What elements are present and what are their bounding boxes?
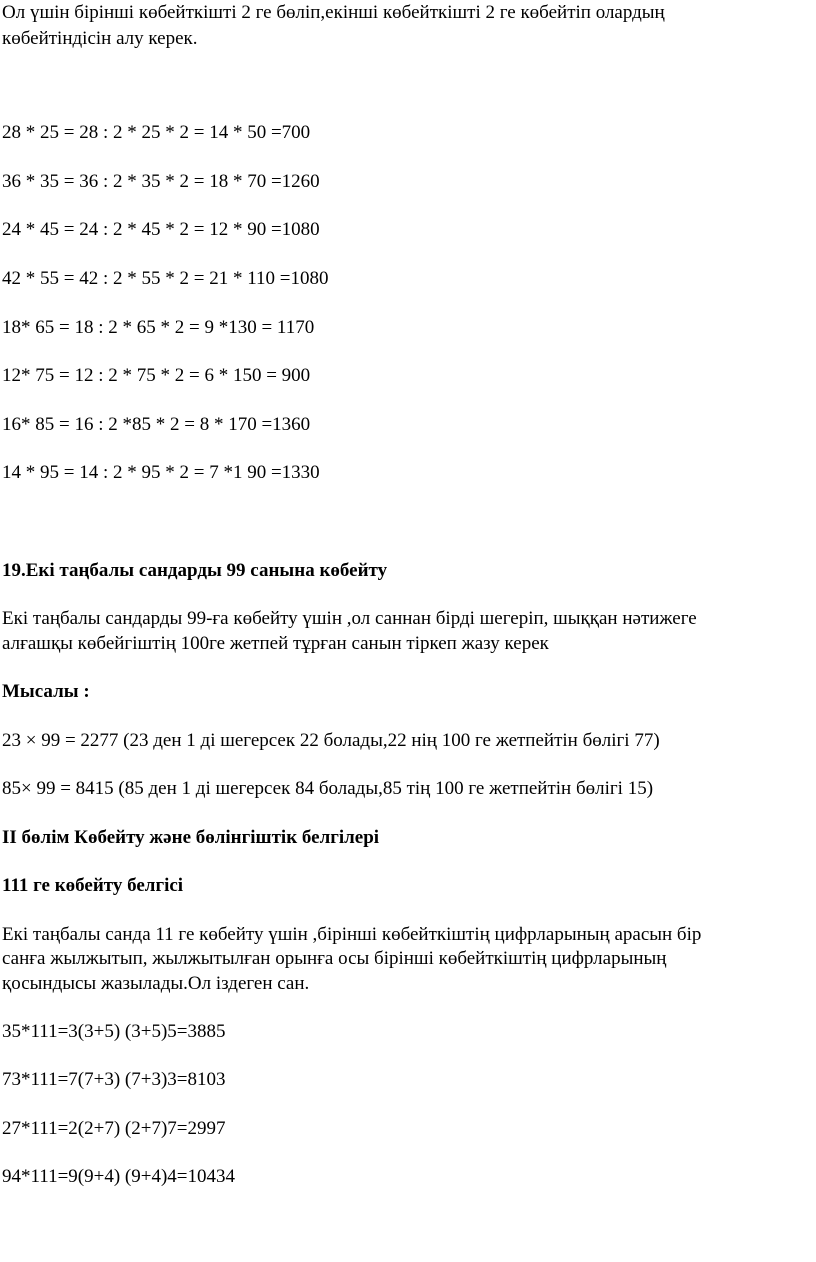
example-line: 18* 65 = 18 : 2 * 65 * 2 = 9 *130 = 1170 (2, 317, 315, 338)
example-line: 16* 85 = 16 : 2 *85 * 2 = 8 * 170 =1360 (2, 414, 311, 435)
part-2-rule-line-1: Екі таңбалы санда 11 ге көбейту үшін ,бірінші көбейткіштің цифрларының арасын бір (2, 924, 702, 945)
part-2-heading: ІІ бөлім Көбейту және бөлінгіштік белгілері (2, 827, 380, 848)
example-line: 24 * 45 = 24 : 2 * 45 * 2 = 12 * 90 =1080 (2, 219, 320, 240)
part-2-subheading: 111 ге көбейту белгісі (2, 875, 184, 896)
section-19-heading: 19.Екі таңбалы сандарды 99 санына көбейту (2, 560, 388, 581)
section-19-example-1: 23 × 99 = 2277 (23 ден 1 ді шегерсек 22 болады,22 нің 100 ге жетпейтін бөлігі 77) (2, 730, 660, 751)
example-line: 36 * 35 = 36 : 2 * 35 * 2 = 18 * 70 =1260 (2, 171, 320, 192)
part-2-rule-line-3: қосындысы жазылады.Ол іздеген сан. (2, 973, 310, 994)
intro-line-2: көбейтіндісін алу керек. (2, 28, 198, 49)
example-line: 12* 75 = 12 : 2 * 75 * 2 = 6 * 150 = 900 (2, 365, 311, 386)
section-19-rule-line-1: Екі таңбалы сандарды 99-ға көбейту үшін ,ол саннан бірді шегеріп, шыққан нәтижеге (2, 608, 697, 629)
part-2-example: 27*111=2(2+7) (2+7)7=2997 (2, 1118, 226, 1139)
part-2-example: 35*111=3(3+5) (3+5)5=3885 (2, 1021, 226, 1042)
example-line: 14 * 95 = 14 : 2 * 95 * 2 = 7 *1 90 =1330 (2, 462, 320, 483)
example-line: 28 * 25 = 28 : 2 * 25 * 2 = 14 * 50 =700 (2, 122, 311, 143)
part-2-rule-line-2: санға жылжытып, жылжытылған орынға осы бірінші көбейткіштің цифрларының (2, 948, 667, 969)
section-19-example-2: 85× 99 = 8415 (85 ден 1 ді шегерсек 84 болады,85 тің 100 ге жетпейтін бөлігі 15) (2, 778, 654, 799)
section-19-rule-line-2: алғашқы көбейгіштің 100ге жетпей тұрған санын тіркеп жазу керек (2, 633, 549, 654)
example-line: 42 * 55 = 42 : 2 * 55 * 2 = 21 * 110 =1080 (2, 268, 329, 289)
part-2-example: 73*111=7(7+3) (7+3)3=8103 (2, 1069, 226, 1090)
part-2-example: 94*111=9(9+4) (9+4)4=10434 (2, 1166, 236, 1187)
example-label: Мысалы : (2, 681, 90, 702)
intro-line-1: Ол үшін бірінші көбейткішті 2 ге бөліп,екінші көбейткішті 2 ге көбейтіп олардың (2, 2, 665, 23)
